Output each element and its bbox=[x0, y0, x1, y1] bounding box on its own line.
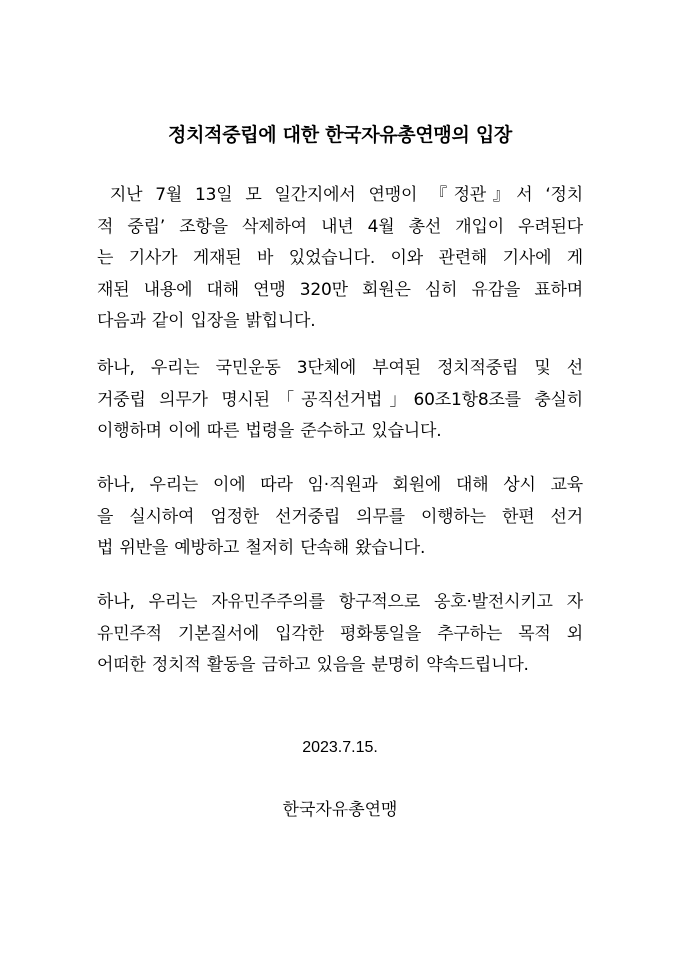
paragraph-line: 을 실시하여 엄정한 선거중립 의무를 이행하는 한편 선거 bbox=[97, 506, 583, 527]
paragraph-line: 거중립 의무가 명시된「공직선거법」60조1항8조를 충실히 bbox=[97, 389, 583, 410]
paragraph-line: 법 위반을 예방하고 철저히 단속해 왔습니다. bbox=[97, 538, 426, 558]
paragraph-line: 유민주적 기본질서에 입각한 평화통일을 추구하는 목적 외 bbox=[97, 623, 583, 644]
paragraph-line: 어떠한 정치적 활동을 금하고 있음을 분명히 약속드립니다. bbox=[97, 655, 529, 675]
statement-point-2 bbox=[97, 470, 583, 565]
paragraph-line: 지난 7월 13일 모 일간지에서 연맹이 『정관』서 ‘정치 bbox=[97, 185, 583, 205]
intro-paragraph bbox=[97, 180, 583, 338]
paragraph-line: 다음과 같이 입장을 밝힙니다. bbox=[97, 311, 316, 331]
paragraph-line: 적 중립’ 조항을 삭제하여 내년 4월 총선 개입이 우려된다 bbox=[97, 216, 583, 237]
paragraph-line: 하나, 우리는 자유민주주의를 항구적으로 옹호·발전시키고 자 bbox=[97, 592, 583, 612]
statement-point-3 bbox=[97, 587, 583, 682]
organization-signature: 한국자유총연맹 bbox=[282, 800, 398, 820]
paragraph-line: 이행하며 이에 따른 법령을 준수하고 있습니다. bbox=[97, 421, 442, 441]
document-title: 정치적중립에 대한 한국자유총연맹의 입장 bbox=[168, 124, 512, 146]
paragraph-line: 는 기사가 게재된 바 있었습니다. 이와 관련해 기사에 게 bbox=[97, 248, 583, 268]
paragraph-line: 하나, 우리는 국민운동 3단체에 부여된 정치적중립 및 선 bbox=[97, 358, 583, 378]
paragraph-line: 재된 내용에 대해 연맹 320만 회원은 심히 유감을 표하며 bbox=[97, 279, 583, 300]
document-date: 2023.7.15. bbox=[302, 739, 378, 756]
paragraph-line: 하나, 우리는 이에 따라 임·직원과 회원에 대해 상시 교육 bbox=[97, 475, 583, 495]
statement-point-1 bbox=[97, 353, 583, 448]
